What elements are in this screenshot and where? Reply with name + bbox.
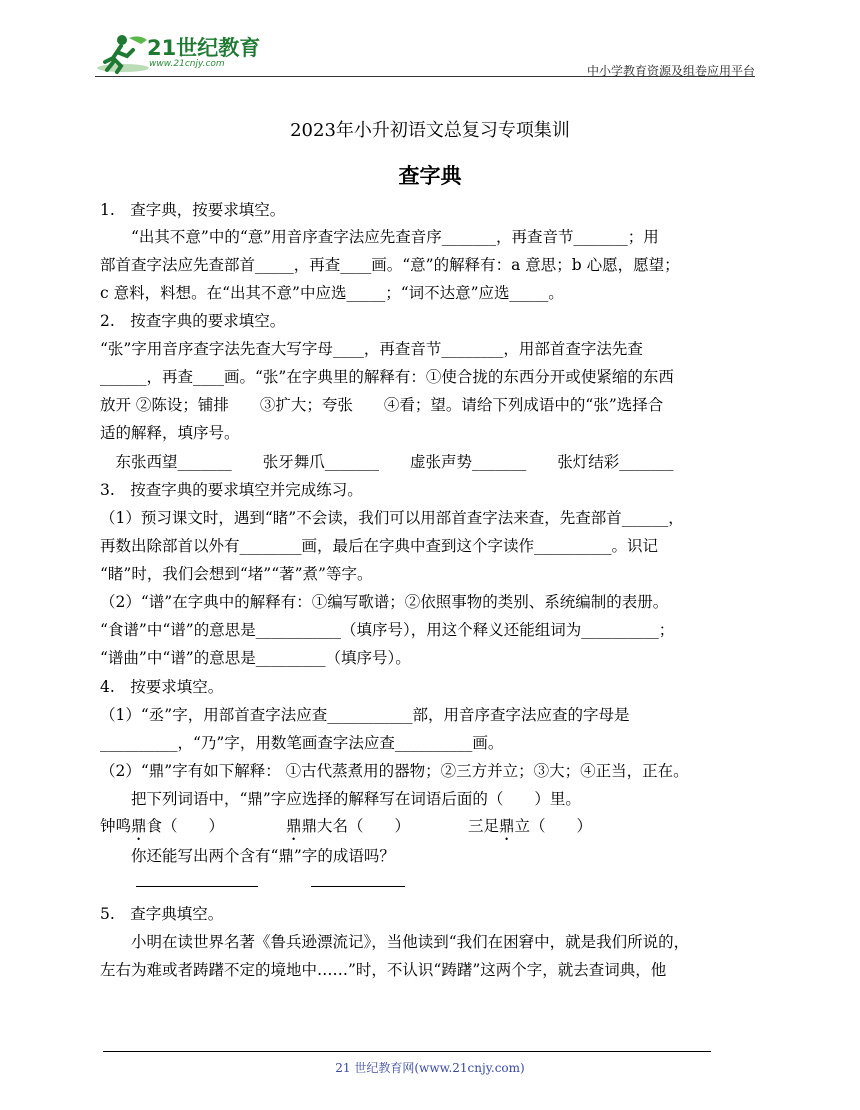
text-line: “食谱”中“谱”的意思是___________（填序号），用这个释义还能组词为__________；	[100, 621, 675, 639]
text-line: “谱曲”中“谱”的意思是_________（填序号）。	[100, 649, 411, 667]
page-footer: 21 世纪教育网(www.21cnjy.com)	[335, 1061, 525, 1075]
text-line: __________，“乃”字，用数笔画查字法应查__________画。	[100, 734, 504, 752]
question-1: 1. 查字典，按要求填空。	[100, 201, 286, 219]
text-line: 部首查字法应先查部首_____，再查____画。“意”的解释有：a 意思；b 心愿，愿望；	[100, 256, 680, 274]
text-line: ______，再查____画。“张”在字典里的解释有：①使合拢的东西分开或使紧缩的东西	[100, 368, 674, 386]
text-line: 左右为难或者踌躇不定的境地中……”时，不认识“踌躇”这两个字，就去查词典，他	[100, 961, 667, 979]
document-title: 2023年小升初语文总复习专项集训	[290, 120, 570, 141]
question-3: 3. 按查字典的要求填空并完成练习。	[100, 481, 363, 499]
header-divider	[95, 76, 755, 77]
ding-item: 钟鸣鼎食（ ）	[100, 817, 225, 835]
text-line: 放开 ②陈设；铺排 ③扩大；夸张 ④看；望。请给下列成语中的“张”选择合	[100, 396, 664, 414]
logo-url: www.21cnjy.com	[149, 59, 225, 69]
answer-blank[interactable]	[311, 885, 405, 887]
text-line: “出其不意”中的“意”用音序查字法应先查音序_______，再查音节_______；用	[100, 228, 659, 246]
text-line: “张”字用音序查字法先查大写字母____，再查音节________，用部首查字法先查	[100, 340, 643, 358]
text-line: “睹”时，我们会想到“堵”“著”煮”等字。	[100, 565, 373, 583]
platform-name: 中小学教育资源及组卷应用平台	[586, 64, 755, 78]
logo-text: 21世纪教育	[147, 36, 261, 60]
text-line: （1）预习课文时，遇到“睹”不会读，我们可以用部首查字法来查，先查部首______，	[100, 509, 684, 527]
text-line: c 意料，料想。在“出其不意”中应选_____；“词不达意”应选_____。	[100, 284, 564, 302]
text-line: （1）“丞”字，用部首查字法应查___________部，用音序查字法应查的字母是	[100, 706, 630, 724]
ding-item: 鼎鼎大名（ ）	[286, 817, 411, 835]
site-logo	[95, 32, 265, 74]
question-4: 4. 按要求填空。	[100, 678, 224, 696]
text-line: 东张西望_______ 张牙舞爪_______ 虚张声势_______ 张灯结彩_______	[100, 453, 674, 471]
answer-blank[interactable]	[136, 885, 258, 887]
text-line: 把下列词语中，“鼎”字应选择的解释写在词语后面的（ ）里。	[100, 790, 581, 808]
question-2: 2. 按查字典的要求填空。	[100, 312, 286, 330]
ding-item: 三足鼎立（ ）	[468, 817, 593, 835]
text-line: 你还能写出两个含有“鼎”字的成语吗？	[100, 847, 395, 865]
question-5: 5. 查字典填空。	[100, 905, 224, 923]
text-line: （2）“谱”在字典中的解释有：①编写歌谱；②依照事物的类别、系统编制的表册。	[100, 593, 669, 611]
footer-divider	[103, 1051, 711, 1052]
runner-logo-icon	[95, 32, 151, 76]
page-header	[95, 30, 755, 78]
text-line: 小明在读世界名著《鲁兵逊漂流记》，当他读到“我们在困窘中，就是我们所说的，	[100, 933, 690, 951]
text-line: 适的解释，填序号。	[100, 424, 240, 442]
text-line: 再数出除部首以外有________画，最后在字典中查到这个字读作__________。识记	[100, 537, 659, 555]
text-line: （2）“鼎”字有如下解释： ①古代蒸煮用的器物；②三方并立；③大；④正当，正在。	[100, 762, 689, 780]
document-subtitle: 查字典	[398, 164, 462, 188]
